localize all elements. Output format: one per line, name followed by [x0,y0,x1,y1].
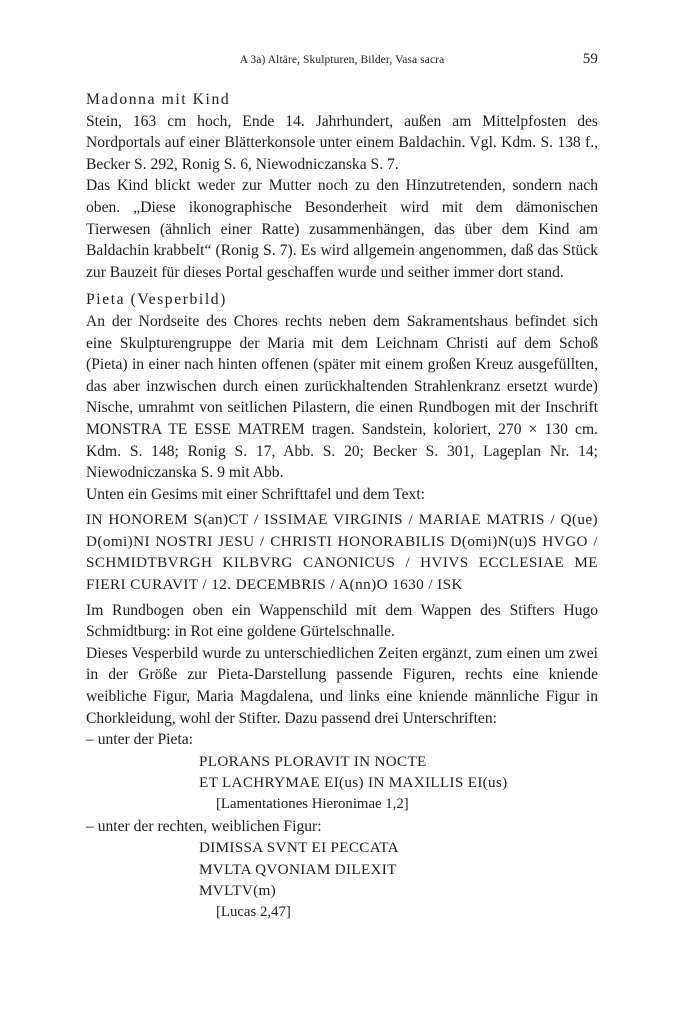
main-text [86,89,598,924]
verse-line: PLORANS PLORAVIT IN NOCTE [199,752,427,770]
section-heading-madonna: Madonna mit Kind [86,91,231,108]
page-number: 59 [582,51,598,67]
running-head [86,51,598,72]
verse-line: MVLTA QVONIAM DILEXIT [199,860,397,878]
verse-reference: [Lamentationes Hieronimae 1,2] [216,796,409,812]
paragraph-pieta-gesims: Unten ein Gesims mit einer Schrifttafel und dem Text: [86,485,426,503]
paragraph-madonna-description: Stein, 163 cm hoch, Ende 14. Jahrhundert, außen am Mittelpfosten des Nordportals auf einer Blätterkonsole unter einem Baldachin. Vgl. Kdm. S. 138 f., Becker S. 292, Ronig S. 6, Niewodniczanska S. 7. [86,112,598,173]
paragraph-vesperbild-additions: Dieses Vesperbild wurde zu unterschiedlichen Zeiten ergänzt, zum einen um zwei in der Größe zur Pieta-Darstellung passende Figuren, rechts eine kniende weibliche Figur, Maria Magdalena, und links eine kniende männliche Figur in Chorkleidung, wohl der Stifter. Dazu passend drei Unterschriften: [86,644,598,727]
verse-reference: [Lucas 2,47] [216,903,291,920]
paragraph-pieta-description: An der Nordseite des Chores rechts neben dem Sakramentshaus befindet sich eine Skulpturengruppe der Maria mit dem Leichnam Christi auf dem Schoß (Pieta) in einer nach hinten offenen (später mit einem großen Kreuz ausgefüllten, das aber inzwischen durch einen zurückhaltenden Strahlenkranz ersetzt wurde) Nische, umrahmt von seitlichen Pilastern, die einen Rundbogen mit der Inschrift MONSTRA TE ESSE MATREM tragen. Sandstein, koloriert, 270 × 130 cm. Kdm. S. 148; Ronig S. 17, Abb. S. 20; Becker S. 301, Lageplan Nr. 14; Niewodniczanska S. 9 mit Abb. [86,312,598,482]
verse-line: ET LACHRYMAE EI(us) IN MAXILLIS EI(us) [199,774,508,792]
inscription-text: IN HONOREM S(an)CT / ISSIMAE VIRGINIS / MARIAE MATRIS / Q(ue) D(omi)NI NOSTRI JESU / CHRISTI HONORABILIS D(omi)N(u)S HVGO / SCHMIDTBVRGH KILBVRG CANONICUS / HVIVS ECCLESIAE ME FIERI CURAVIT / 12. DECEMBRIS / A(nn)O 1630 / ISK [86,511,598,594]
paragraph-madonna-child: Das Kind blickt weder zur Mutter noch zu den Hinzutretenden, sondern nach oben. „Diese ikonographische Besonderheit wird mit dem dämonischen Tierwesen (ähnlich einer Ratte) zusammenhängen, das über dem Kind am Baldachin krabbelt“ (Ronig S. 7). Es wird allgemein angenommen, daß das Stück zur Bauzeit für dieses Portal geschaffen wurde und seither immer dort stand. [86,177,598,281]
verse-line: MVLTV(m) [199,882,276,900]
running-title: A 3a) Altäre, Skulpturen, Bilder, Vasa sacra [239,54,445,66]
verse-line: DIMISSA SVNT EI PECCATA [199,839,399,857]
paragraph-coat-of-arms: Im Rundbogen oben ein Wappenschild mit dem Wappen des Stifters Hugo Schmidtburg: in Rot eine goldene Gürtelschnalle. [86,601,598,641]
section-heading-pieta: Pieta (Vesperbild) [86,291,227,309]
list-item-pieta-label: – unter der Pieta: [86,731,193,749]
list-item-female-figure-label: – unter der rechten, weiblichen Figur: [86,817,322,835]
